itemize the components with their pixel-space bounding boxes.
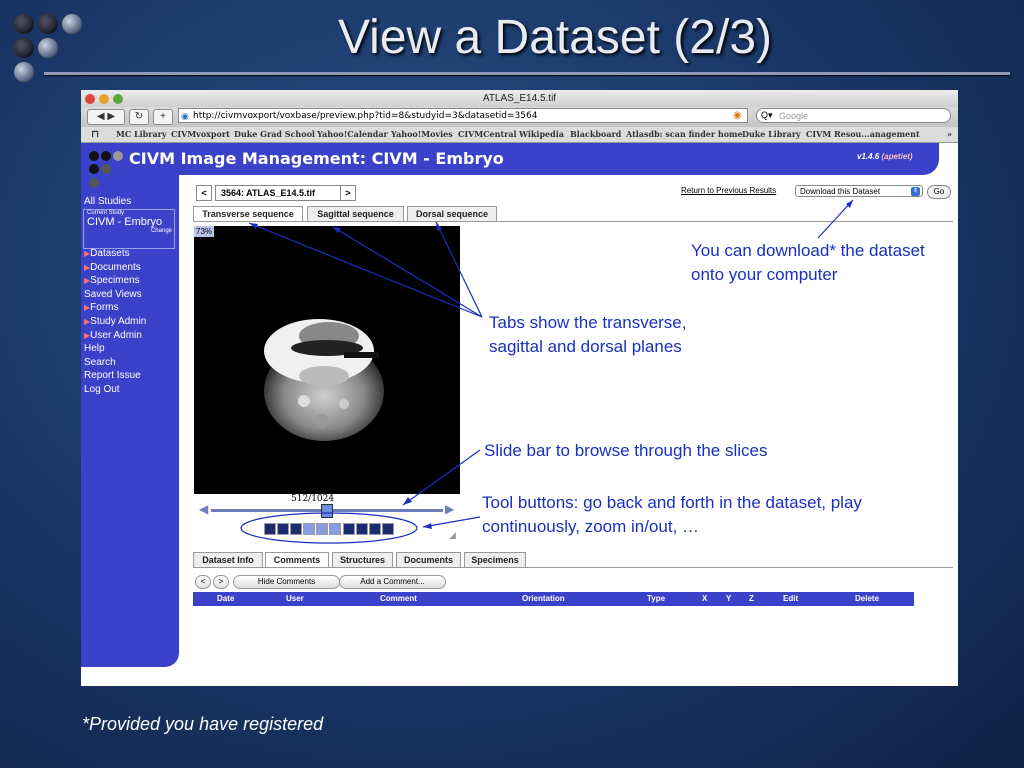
column-header[interactable]: Y <box>726 594 732 603</box>
window-title: ATLAS_E14.5.tif <box>482 93 557 104</box>
previous-dataset-button[interactable]: < <box>196 185 212 201</box>
annotation-slider: Slide bar to browse through the slices <box>484 441 768 460</box>
arrowhead <box>436 222 442 231</box>
sidebar-item-label: Forms <box>90 302 119 314</box>
sidebar-item-label: Datasets <box>90 248 130 259</box>
column-header[interactable]: Orientation <box>522 594 565 603</box>
hide-comments-button[interactable]: Hide Comments <box>233 575 340 589</box>
book-icon[interactable]: ⊓ <box>91 129 100 140</box>
download-option: Download this Dataset <box>800 187 881 196</box>
arrowhead <box>249 223 258 229</box>
arrow-tools <box>423 517 480 527</box>
bookmark-item[interactable]: Yahoo!Movies <box>391 129 453 139</box>
sidebar-item-label: Documents <box>90 261 141 273</box>
sidebar-item-label: Saved Views <box>84 288 142 300</box>
tab-comments[interactable]: Comments <box>265 552 329 568</box>
arrow-right-icon: ▶ <box>84 249 91 258</box>
column-header[interactable]: Edit <box>783 594 799 603</box>
column-header[interactable]: User <box>286 594 304 603</box>
tab-dorsal[interactable]: Dorsal sequence <box>407 206 497 222</box>
go-button[interactable]: Go <box>927 185 951 199</box>
tab-specimens[interactable]: Specimens <box>464 552 526 568</box>
arrow-right-icon: ▶ <box>84 303 91 313</box>
annotation-tabs: Tabs show the transverse, sagittal and dorsal planes <box>489 313 687 356</box>
change-study-link[interactable]: Change <box>150 228 172 234</box>
arrow-tab-transverse <box>249 223 482 317</box>
select-arrow-icon: ⇕ <box>912 188 919 194</box>
column-header[interactable]: Delete <box>855 594 880 603</box>
slide-title: View a Dataset (2/3) <box>338 11 772 64</box>
column-header[interactable]: Comment <box>380 594 417 603</box>
bookmark-item[interactable]: Duke Grad School <box>234 129 315 139</box>
comments-prev-button[interactable]: < <box>195 575 211 589</box>
add-comment-button[interactable]: Add a Comment... <box>339 575 446 589</box>
comments-next-button[interactable]: > <box>213 575 229 589</box>
slice-counter: 512/1024 <box>291 494 335 504</box>
search-icon: Q▾ <box>761 110 773 120</box>
sidebar-item-label: Log Out <box>84 384 120 395</box>
address-bar[interactable]: http://civmvoxport/voxbase/preview.php?tid=8&studyid=3&datasetid=3564 <box>178 108 748 123</box>
bookmark-item[interactable]: Yahoo!Calendar <box>317 129 388 139</box>
sidebar-item-label: Study Admin <box>90 316 147 327</box>
more-bookmarks-icon[interactable]: » <box>947 129 952 139</box>
search-input[interactable]: Google <box>756 108 951 123</box>
sidebar-item-label: Specimens <box>90 275 140 287</box>
bookmark-item[interactable]: Wikipedia <box>519 129 564 139</box>
column-header[interactable]: Type <box>647 594 666 603</box>
resize-grip-icon[interactable]: ◢ <box>449 530 456 540</box>
username-link[interactable]: (apetiet) <box>881 152 913 161</box>
arrow-right-icon: ▶ <box>84 317 91 326</box>
sidebar-item-label: Report Issue <box>84 370 141 382</box>
sidebar-item-label: Search <box>84 356 116 368</box>
rss-icon[interactable]: ◉ <box>733 110 742 121</box>
dataset-name: 3564: ATLAS_E14.5.tif <box>215 185 342 201</box>
current-study-label: Current Study <box>87 210 125 216</box>
globe-icon: ◉ <box>181 111 189 121</box>
annotation-tools: Tool buttons: go back and forth in the dataset, play continuously, zoom in/out, … <box>482 493 862 536</box>
column-header[interactable]: Date <box>217 594 235 603</box>
arrow-right-icon: ▶ <box>84 262 91 272</box>
version-number: v1.4.6 <box>857 152 880 161</box>
tab-structures[interactable]: Structures <box>332 552 393 568</box>
bookmark-item[interactable]: CIVM Resou...anagement <box>806 129 920 139</box>
annotation-download: You can download* the dataset onto your computer <box>691 241 925 284</box>
tab-dataset-info[interactable]: Dataset Info <box>193 552 263 568</box>
arrowhead <box>423 523 432 529</box>
arrow-right-icon: ▶ <box>84 276 91 286</box>
sidebar-item-label: Help <box>84 343 105 355</box>
arrowhead <box>333 227 341 233</box>
tools-highlight-ellipse <box>241 513 417 543</box>
next-dataset-button[interactable]: > <box>340 185 356 201</box>
current-study-name: CIVM - Embryo <box>87 216 163 228</box>
zoom-level: 73% <box>196 227 213 236</box>
sidebar-item-label: User Admin <box>90 329 142 341</box>
bookmark-item[interactable]: Blackboard <box>570 129 622 139</box>
return-to-results-link[interactable]: Return to Previous Results <box>681 186 777 195</box>
column-header[interactable]: X <box>702 594 708 603</box>
tab-transverse[interactable]: Transverse sequence <box>193 206 303 222</box>
column-header[interactable]: Z <box>749 594 754 603</box>
add-bookmark-icon[interactable]: + <box>153 109 173 125</box>
tab-sagittal[interactable]: Sagittal sequence <box>307 206 404 222</box>
tab-documents[interactable]: Documents <box>396 552 461 568</box>
bookmark-item[interactable]: Duke Library <box>742 129 801 139</box>
bookmark-item[interactable]: Atlasdb: scan finder home <box>626 129 743 139</box>
bookmark-item[interactable]: MC Library <box>116 129 167 139</box>
bookmark-item[interactable]: CIVMvoxport <box>171 129 230 139</box>
slider-left-icon[interactable]: ◀ <box>199 502 209 516</box>
app-title: CIVM Image Management: CIVM - Embryo <box>129 149 504 168</box>
reload-icon[interactable]: ↻ <box>129 109 149 125</box>
arrow-right-icon: ▶ <box>84 330 91 340</box>
footnote: *Provided you have registered <box>82 714 324 734</box>
arrowhead <box>403 497 412 505</box>
back-forward-buttons[interactable]: ◀ ▶ <box>87 109 125 125</box>
slider-right-icon[interactable]: ▶ <box>445 502 455 516</box>
bookmark-item[interactable]: CIVMCentral <box>458 129 517 139</box>
arrow-slider <box>403 450 480 505</box>
sidebar-item-all-studies[interactable]: All Studies <box>84 196 132 207</box>
